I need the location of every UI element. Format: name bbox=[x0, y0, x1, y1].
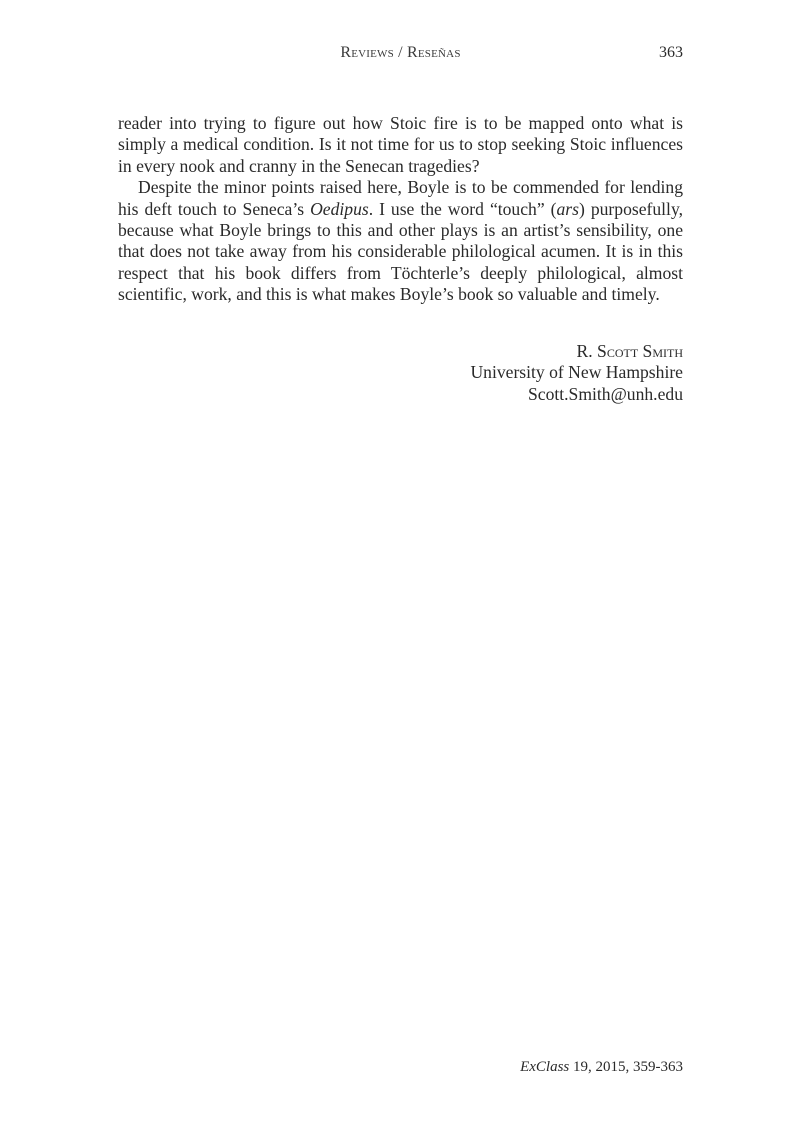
review-body bbox=[118, 113, 683, 306]
citation: 19, 2015, 359-363 bbox=[569, 1059, 683, 1075]
page-footer bbox=[118, 1059, 683, 1076]
reviewer-name: R. Scott Smith bbox=[576, 341, 683, 361]
running-head: Reviews / Reseñas bbox=[340, 44, 461, 61]
text-segment: . I use the word “touch” ( bbox=[368, 198, 557, 219]
reviewer-affiliation: University of New Hampshire bbox=[470, 362, 683, 383]
page-number: 363 bbox=[659, 44, 683, 61]
latin-term: ars bbox=[556, 198, 579, 219]
paragraph-continued: reader into trying to figure out how Stoic fire is to be mapped onto what is simply a medical condition. Is it not time for us to stop seeking Stoic influences in every nook and cranny in the Senecan tragedies? bbox=[118, 113, 683, 176]
paragraph-conclusion bbox=[118, 177, 683, 305]
reviewer-email[interactable]: Scott.Smith@unh.edu bbox=[527, 383, 683, 404]
page-header bbox=[118, 44, 683, 68]
text-segment: Despite the minor points raised here, Boyle is to be commended for lending his deft touch to Seneca’s bbox=[118, 177, 683, 219]
journal-name: ExClass bbox=[520, 1059, 570, 1075]
work-title: Oedipus bbox=[310, 198, 369, 219]
text-segment: ) purposefully, because what Boyle brings to this and other plays is an artist’s sensibility, one that does not take away from his considerable philological acumen. It is in this respect that his book differs from Töchterle’s deeply philological, almost scientific, work, and this is what makes Boyle’s book so valuable and timely. bbox=[118, 198, 684, 305]
reviewer-signature bbox=[118, 341, 683, 405]
